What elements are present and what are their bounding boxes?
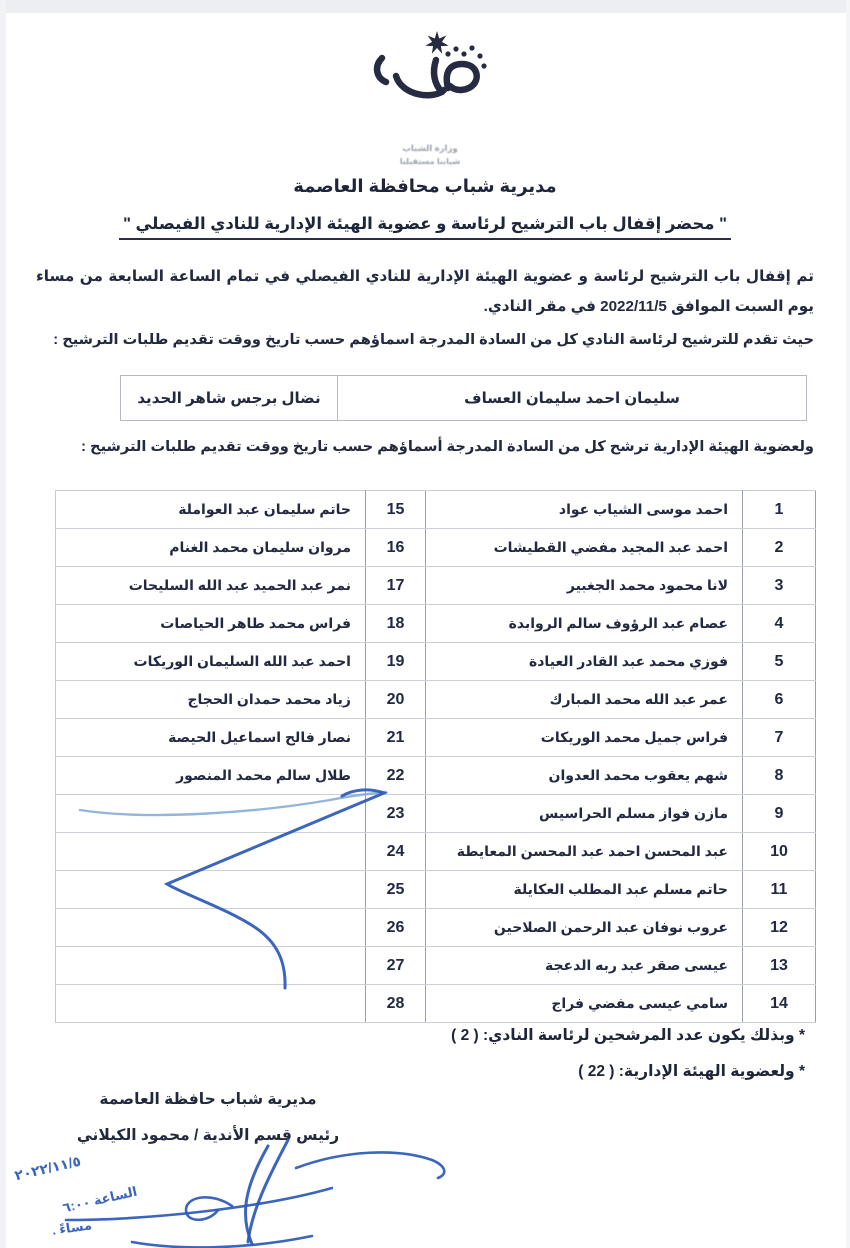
row-number-left: 22 xyxy=(366,757,426,795)
candidate-name-left xyxy=(56,947,366,985)
candidate-name-left xyxy=(56,871,366,909)
ministry-of-youth-logo xyxy=(340,26,520,166)
presidency-candidates-table xyxy=(120,375,807,421)
row-number-left: 19 xyxy=(366,643,426,681)
row-number-right: 10 xyxy=(743,833,816,871)
board-members-table xyxy=(55,490,816,1023)
seven-pointed-star-icon xyxy=(425,31,448,54)
candidate-name-right: لانا محمود محمد الجغبير xyxy=(426,567,743,605)
table-row xyxy=(56,833,816,871)
board-count-line: * ولعضوية الهيئة الإدارية: ( 22 ) xyxy=(578,1063,805,1080)
candidate-name-right: مازن فواز مسلم الحراسيس xyxy=(426,795,743,833)
row-number-left: 15 xyxy=(366,491,426,529)
candidate-name-right: عيسى صقر عبد ربه الدعجة xyxy=(426,947,743,985)
scan-edge-top xyxy=(0,0,850,13)
pen-stroke-signature-1 xyxy=(248,1140,288,1242)
directorate-header: مديرية شباب محافظة العاصمة xyxy=(293,176,557,196)
row-number-right: 14 xyxy=(743,985,816,1023)
row-number-left: 20 xyxy=(366,681,426,719)
candidate-name-right: عمر عبد الله محمد المبارك xyxy=(426,681,743,719)
board-table-body xyxy=(56,491,816,1023)
candidate-name-left: حاتم سليمان عبد العواملة xyxy=(56,491,366,529)
table-row xyxy=(56,757,816,795)
table-row xyxy=(56,871,816,909)
document-title-text: " محضر إقفال باب الترشيح لرئاسة و عضوية الهيئة الإدارية للنادي الفيصلي " xyxy=(119,215,731,240)
row-number-left: 24 xyxy=(366,833,426,871)
candidate-name-right: سامي عيسى مفضي فراج xyxy=(426,985,743,1023)
candidate-name-left xyxy=(56,833,366,871)
table-row xyxy=(56,947,816,985)
row-number-right: 5 xyxy=(743,643,816,681)
table-row xyxy=(56,567,816,605)
table-row xyxy=(56,491,816,529)
candidate-name-right: عبد المحسن احمد عبد المحسن المعايطة xyxy=(426,833,743,871)
candidate-name-right: فوزي محمد عبد القادر العيادة xyxy=(426,643,743,681)
youth-logo-mark-icon xyxy=(350,26,510,134)
candidate-name-right: عروب نوفان عبد الرحمن الصلاحين xyxy=(426,909,743,947)
table-row xyxy=(56,529,816,567)
table-row xyxy=(56,719,816,757)
pen-stroke-signature-curl xyxy=(296,1152,444,1178)
pen-stroke-signature-loop xyxy=(186,1197,232,1219)
logo-ministry-name: وزارة الشباب xyxy=(402,143,458,153)
handwritten-note: مساءً . xyxy=(51,1217,93,1238)
table-row xyxy=(56,681,816,719)
logo-caption xyxy=(340,143,520,166)
candidate-name-left: طلال سالم محمد المنصور xyxy=(56,757,366,795)
table-row xyxy=(56,643,816,681)
row-number-right: 9 xyxy=(743,795,816,833)
row-number-right: 13 xyxy=(743,947,816,985)
row-number-left: 18 xyxy=(366,605,426,643)
kufic-calligraphy-shabab xyxy=(377,45,487,95)
row-number-left: 26 xyxy=(366,909,426,947)
candidate-name-right: احمد موسى الشياب عواد xyxy=(426,491,743,529)
signature-org-line: مديرية شباب حافظة العاصمة xyxy=(99,1091,317,1108)
row-number-right: 12 xyxy=(743,909,816,947)
row-number-left: 16 xyxy=(366,529,426,567)
row-number-right: 3 xyxy=(743,567,816,605)
board-intro-paragraph: ولعضوية الهيئة الإدارية ترشح كل من السادة المدرجة أسماؤهم حسب تاريخ ووقت تقديم طلبات الترشيح : xyxy=(81,439,814,455)
signature-officer-line: رئيس قسم الأندية / محمود الكيلاني xyxy=(76,1127,340,1144)
row-number-right: 1 xyxy=(743,491,816,529)
handwritten-time: الساعة ٦:٠٠ xyxy=(61,1183,139,1216)
candidate-name-left: فراس محمد طاهر الحياصات xyxy=(56,605,366,643)
row-number-left: 28 xyxy=(366,985,426,1023)
row-number-right: 2 xyxy=(743,529,816,567)
document-title xyxy=(0,214,850,234)
presidency-candidate-2: نضال برجس شاهر الحديد xyxy=(121,376,338,421)
row-number-right: 11 xyxy=(743,871,816,909)
pen-stroke-signature-underline xyxy=(132,1236,312,1247)
presidency-row xyxy=(121,376,807,421)
row-number-right: 4 xyxy=(743,605,816,643)
candidate-name-left xyxy=(56,909,366,947)
row-number-right: 8 xyxy=(743,757,816,795)
row-number-left: 17 xyxy=(366,567,426,605)
presidency-intro-paragraph: حيث تقدم للترشيح لرئاسة النادي كل من السادة المدرجة اسماؤهم حسب تاريخ ووقت تقديم طلبات الترشيح : xyxy=(53,332,814,348)
candidate-name-right: فراس جميل محمد الوريكات xyxy=(426,719,743,757)
candidate-name-right: احمد عبد المجيد مفضي القطيشات xyxy=(426,529,743,567)
candidate-name-left xyxy=(56,795,366,833)
presidency-count-line: * وبذلك يكون عدد المرشحين لرئاسة النادي: ( 2 ) xyxy=(451,1027,805,1044)
candidate-name-left: زياد محمد حمدان الحجاج xyxy=(56,681,366,719)
candidate-name-left: نمر عبد الحميد عبد الله السليحات xyxy=(56,567,366,605)
candidate-name-right: شهم يعقوب محمد العدوان xyxy=(426,757,743,795)
handwritten-date: ٢٠٢٢/١١/٥ xyxy=(12,1152,83,1184)
candidate-name-right: عصام عبد الرؤوف سالم الروابدة xyxy=(426,605,743,643)
row-number-right: 6 xyxy=(743,681,816,719)
candidate-name-left: مروان سليمان محمد الغنام xyxy=(56,529,366,567)
candidate-name-left: نصار فالح اسماعيل الحيصة xyxy=(56,719,366,757)
table-row xyxy=(56,605,816,643)
candidate-name-right: حاتم مسلم عبد المطلب العكايلة xyxy=(426,871,743,909)
row-number-left: 23 xyxy=(366,795,426,833)
pen-stroke-signature-2 xyxy=(245,1146,268,1244)
closing-paragraph: تم إقفال باب الترشيح لرئاسة و عضوية الهيئة الإدارية للنادي الفيصلي في تمام الساعة السابعة من مساء يوم السبت الموافق 2022/11/5 في مقر النادي. xyxy=(36,268,814,315)
logo-tagline: شبابنا مستقبلنا xyxy=(399,157,461,166)
presidency-candidate-1: سليمان احمد سليمان العساف xyxy=(338,376,807,421)
row-number-left: 25 xyxy=(366,871,426,909)
table-row xyxy=(56,985,816,1023)
table-row xyxy=(56,795,816,833)
row-number-left: 27 xyxy=(366,947,426,985)
candidate-name-left xyxy=(56,985,366,1023)
table-row xyxy=(56,909,816,947)
candidate-name-left: احمد عبد الله السليمان الوريكات xyxy=(56,643,366,681)
row-number-left: 21 xyxy=(366,719,426,757)
row-number-right: 7 xyxy=(743,719,816,757)
